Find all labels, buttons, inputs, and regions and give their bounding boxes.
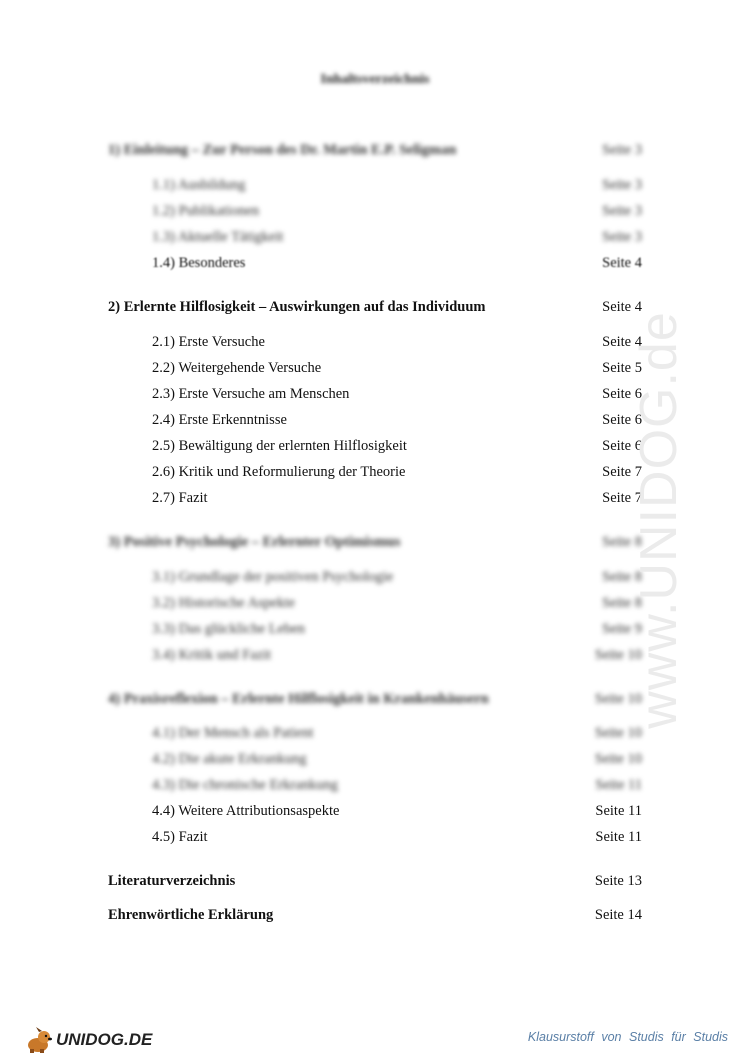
toc-subsection-entry [152,618,642,640]
toc-entry-label: 4.2) Die akute Erkrankung [152,751,307,767]
toc-entry-page: Seite 3 [602,203,642,219]
toc-subsection-entry [152,644,642,666]
toc-entry-page: Seite 3 [602,229,642,245]
toc-entry-label: Ehrenwörtliche Erklärung [108,907,274,923]
toc-entry-page: Seite 10 [594,691,642,707]
toc-entry-label: 1.3) Aktuelle Tätigkeit [152,229,284,245]
toc-entry-page: Seite 7 [602,464,642,480]
toc-entry-label: 1.4) Besonderes [152,255,246,271]
toc-entry-label: 2.5) Bewältigung der erlernten Hilflosigkeit [152,438,407,454]
toc-section-entry [108,688,642,710]
toc-section-entry [108,296,642,318]
toc-entry-page: Seite 6 [602,386,642,402]
toc-entry-page: Seite 9 [602,621,642,637]
toc-subsection-entry [152,174,642,196]
toc-subsection-entry [152,409,642,431]
toc-entry-page: Seite 3 [602,177,642,193]
toc-entry-page: Seite 10 [594,751,642,767]
page-title: Inhaltsverzeichnis [320,72,430,87]
footer-logo[interactable] [24,1026,152,1054]
toc-entry-label: 1.1) Ausbildung [152,177,246,193]
toc-entry-label: Literaturverzeichnis [108,873,236,889]
toc-subsection-entry [152,226,642,248]
toc-entry-label: 4.5) Fazit [152,829,208,845]
toc-entry-label: 4.3) Die chronische Erkrankung [152,777,339,793]
toc-entry-label: 3.4) Kritik und Fazit [152,647,272,663]
toc-entry-label: 2.4) Erste Erkenntnisse [152,412,287,428]
toc-entry-label: 4.4) Weitere Attributionsaspekte [152,803,340,819]
toc-entry-label: 3.1) Grundlage der positiven Psychologie [152,569,394,585]
toc-entry-page: Seite 6 [602,412,642,428]
toc-entry-page: Seite 6 [602,438,642,454]
toc-entry-page: Seite 8 [602,569,642,585]
watermark: www.UNIDOG.de [630,311,689,729]
toc-section-entry [108,531,642,553]
toc-section-entry [108,904,642,926]
toc-entry-label: 2.7) Fazit [152,490,208,506]
toc-entry-page: Seite 10 [594,647,642,663]
toc-subsection-entry [152,592,642,614]
toc-entry-page: Seite 4 [602,334,642,350]
toc-entry-label: 3) Positive Psychologie – Erlernter Optimismus [108,534,401,550]
toc-entry-page: Seite 4 [602,299,642,315]
toc-entry-page: Seite 13 [594,873,642,889]
toc-entry-label: 3.3) Das glückliche Leben [152,621,306,637]
toc-entry-label: 2.3) Erste Versuche am Menschen [152,386,350,402]
toc-subsection-entry [152,800,642,822]
toc-subsection-entry [152,722,642,744]
toc-entry-page: Seite 14 [594,907,642,923]
toc-entry-page: Seite 5 [602,360,642,376]
toc-entry-page: Seite 8 [602,595,642,611]
toc-subsection-entry [152,252,642,274]
toc-subsection-entry [152,383,642,405]
toc-entry-page: Seite 8 [602,534,642,550]
toc-subsection-entry [152,774,642,796]
toc-entry-label: 2) Erlernte Hilflosigkeit – Auswirkungen auf das Individuum [108,299,486,315]
toc-subsection-entry [152,435,642,457]
toc-subsection-entry [152,200,642,222]
toc-entry-label: 2.2) Weitergehende Versuche [152,360,322,376]
toc-entry-label: 4) Praxisreflexion – Erlernte Hilflosigkeit in Krankenhäusern [108,691,489,707]
toc-entry-label: 1) Einleitung – Zur Person des Dr. Martin E.P. Seligman [108,142,457,158]
toc-entry-page: Seite 3 [602,142,642,158]
toc-subsection-entry [152,357,642,379]
toc-entry-page: Seite 7 [602,490,642,506]
toc-entry-label: 2.1) Erste Versuche [152,334,265,350]
toc-entry-page: Seite 11 [595,777,642,793]
toc-entry-page: Seite 10 [594,725,642,741]
toc-section-entry [108,870,642,892]
logo-text: UNIDOG.DE [56,1030,153,1049]
toc-section-entry [108,139,642,161]
toc-subsection-entry [152,487,642,509]
toc-subsection-entry [152,566,642,588]
toc-entry-page: Seite 11 [595,829,642,845]
toc-entry-page: Seite 11 [595,803,642,819]
toc-subsection-entry [152,826,642,848]
toc-entry-page: Seite 4 [602,255,642,271]
dog-icon [24,1026,54,1054]
toc-subsection-entry [152,461,642,483]
toc-subsection-entry [152,748,642,770]
footer-tagline: Klausurstoff von Studis für Studis [527,1030,728,1044]
toc-entry-label: 4.1) Der Mensch als Patient [152,725,314,741]
toc-entry-label: 3.2) Historische Aspekte [152,595,295,611]
toc-entry-label: 2.6) Kritik und Reformulierung der Theorie [152,464,406,480]
toc-entry-label: 1.2) Publikationen [152,203,260,219]
toc-subsection-entry [152,331,642,353]
